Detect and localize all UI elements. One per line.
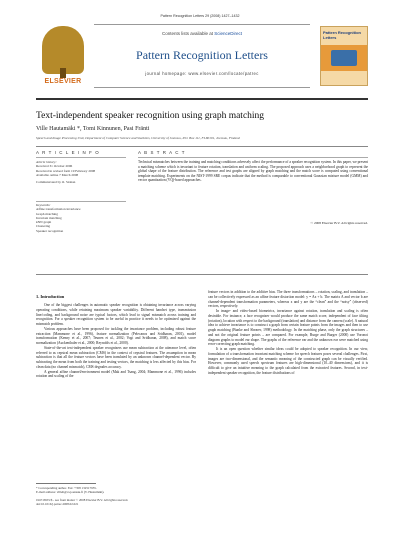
journal-reference: Pattern Recognition Letters 29 (2008) 1427–1432 [160, 14, 240, 18]
journal-masthead [36, 24, 368, 92]
body-paragraph: feature vectors in addition to the additive bias. The three transformations – rotation, scaling, and translation – can be collectively expressed as an affine feature distortion model: y = Ax + b. The matrix A and vector b are channel-dependent transformation parameters, whereas x and y are the “clean” and the “noisy” (observed) vectors, respectively. [208, 290, 368, 309]
received-date: Received 31 October 2006 [36, 164, 73, 169]
body-paragraph: In image- and video-based biometrics, invariance against rotation, translation and scaling is often desirable. For instance, a face recognizer would produce the same match score, independent of face tilting (rotation), location with respect to the background (translation) and distance from the camera (scale). A natural idea to achieve invariance is to construct a graph from certain feature points from the images and then to use graph matching (Bunke and Shearer, 1998) methodology. In the matching phase, only the graph structures – and not the original feature points – are compared. For example, Burge and Burger (2000) use Voronoi diagram graphs to model ear shape. The graphs of the reference ear and the unknown ear were matched using error-correcting graph matching. [208, 309, 368, 347]
publication-meta [36, 498, 236, 506]
body-paragraph: Various approaches have been proposed for tackling the invariance problem, including robust feature extraction (Mammone et al., 1996), feature normalization (Pelecanos and Sridharan, 2001), model transformation (Kenny et al., 2007; Teunen et al., 2002; Vogt and Sridharan, 2008), and match score normalization (Auckenthaler et al., 2000; Reynolds et al., 2000). [36, 326, 196, 345]
footnote-divider [36, 483, 96, 484]
keyword: Invariant matching [36, 215, 62, 220]
keywords-divider [36, 201, 126, 202]
article-info-heading: A R T I C L E I N F O [36, 150, 100, 155]
abstract-copyright: © 2008 Elsevier B.V. All rights reserved. [310, 221, 368, 225]
abstract-divider [138, 157, 368, 158]
tree-icon [42, 26, 84, 74]
author-affiliation: Speech and Image Processing Unit, Department of Computer Science and Statistics, University of Joensuu, P.O. Box 111, FI-80101, Joensuu, Finland [36, 136, 240, 140]
keywords-label: Keywords: [36, 203, 51, 207]
sciencedirect-link[interactable]: ScienceDirect [214, 31, 243, 36]
history-label: Article history: [36, 160, 57, 164]
elsevier-logo[interactable] [36, 24, 90, 88]
keyword: Speaker recognition [36, 228, 64, 233]
body-paragraph: One of the biggest challenges in automatic speaker recognition is obtaining invariance across varying operating conditions, while retaining maximum speaker variability. Different handset type, transmission line/coding, and background noise are typical factors, which lead to signal mismatch across training and recognition. For a speaker recognition system to be useful in practice it needs to be optimized against the mismatch problem. [36, 303, 196, 326]
contents-prefix: Contents lists available at [161, 31, 213, 36]
footnote [36, 486, 196, 494]
masthead-center [94, 24, 310, 88]
abstract-heading: A B S T R A C T [138, 150, 186, 155]
body-paragraph: A general affine channel/environment model (Mak and Tsang, 2004; Mammone et al., 1996) includes rotation and scaling of the [36, 369, 196, 379]
online-date: Available online 7 March 2008 [36, 172, 79, 177]
cover-title: Pattern Recognition Letters [323, 30, 362, 40]
corresponding-author-note: * Corresponding author. Fax: +358 132517955. [36, 486, 97, 490]
body-paragraph: State-of-the-art text-independent speaker recognizers use mean subtraction at the utterance level, often referred to as cepstral mean subtraction (CMS) in the context of cepstral features. The assumption in mean subtraction is that all the feature vectors have been translated by an unknown channel-dependent vector. By subtracting the mean from both the training and testing vectors, the matching is less affected by this bias. For clean data (no channel mismatch), CMS degrades accuracy. [36, 345, 196, 369]
article-history [36, 160, 126, 184]
keyword: Clustering [36, 224, 51, 229]
keyword: Affine transformation invariance [36, 207, 81, 212]
article-info-divider [36, 157, 126, 158]
keywords-list [36, 203, 126, 233]
keyword: kNN graph [36, 220, 52, 225]
keyword: Graph matching [36, 211, 58, 216]
section-heading-introduction: 1. Introduction [36, 294, 65, 299]
header-divider [36, 146, 368, 147]
contents-line [94, 31, 310, 36]
communicated-by: Communicated by O. Siohan [36, 180, 76, 185]
doi-line[interactable]: doi:10.1016/j.patrec.2008.02.021 [36, 502, 79, 507]
body-column-left [36, 303, 196, 379]
journal-cover-thumbnail[interactable] [320, 26, 368, 86]
journal-homepage[interactable]: journal homepage: www.elsevier.com/locate/patrec [145, 71, 259, 76]
journal-title: Pattern Recognition Letters [136, 48, 268, 62]
author-email[interactable]: E-mail address: villeh@cs.joensuu.fi (V. Hautamäki). [36, 490, 105, 495]
abstract-text: Technical mismatches between the training and matching conditions adversely affect the performance of a speaker recognition system. In this paper, we present a matching scheme which is invariant to feature rotation, translation and uniform scaling. The proposed approach uses a neighborhood graph to represent the global shape of the feature distribution. The reference and test graphs are aligned by graph matching and the match score is computed using conventional template matching. Experiments on the NIST-1999 SRE corpus indicate that the method is comparable to conventional Gaussian mixture model (GMM) and vector quantization (VQ)-based approaches. [138, 160, 368, 183]
publisher-logo-text: ELSEVIER [44, 78, 82, 85]
masthead-divider [36, 98, 368, 100]
body-paragraph: It is an open question whether similar ideas could be adopted to speaker recognition. In our view, formulation of a transformation invariant matching scheme for speech features poses several challenges. First, images are two-dimensional, and the semantic meaning of the constructed graph can be visually verified. However, commonly used speech spectrum features are high-dimensional (10–40 dimensions), and it is difficult to give an intuitive meaning to the graph calculated from the extracted features. Second, in text-independent speaker recognition, the feature distributions of [208, 347, 368, 375]
body-column-right [208, 290, 368, 376]
article-title: Text-independent speaker recognition using graph matching [36, 111, 265, 121]
issn-line: 0167-8655/$ - see front matter © 2008 Elsevier B.V. All rights reserved. [36, 498, 129, 502]
revised-date: Received in revised form 19 February 2008 [36, 168, 96, 173]
cover-artwork [321, 45, 367, 71]
article-authors: Ville Hautamäki *, Tomi Kinnunen, Pasi Fränti [36, 126, 150, 132]
body-divider [36, 274, 368, 275]
